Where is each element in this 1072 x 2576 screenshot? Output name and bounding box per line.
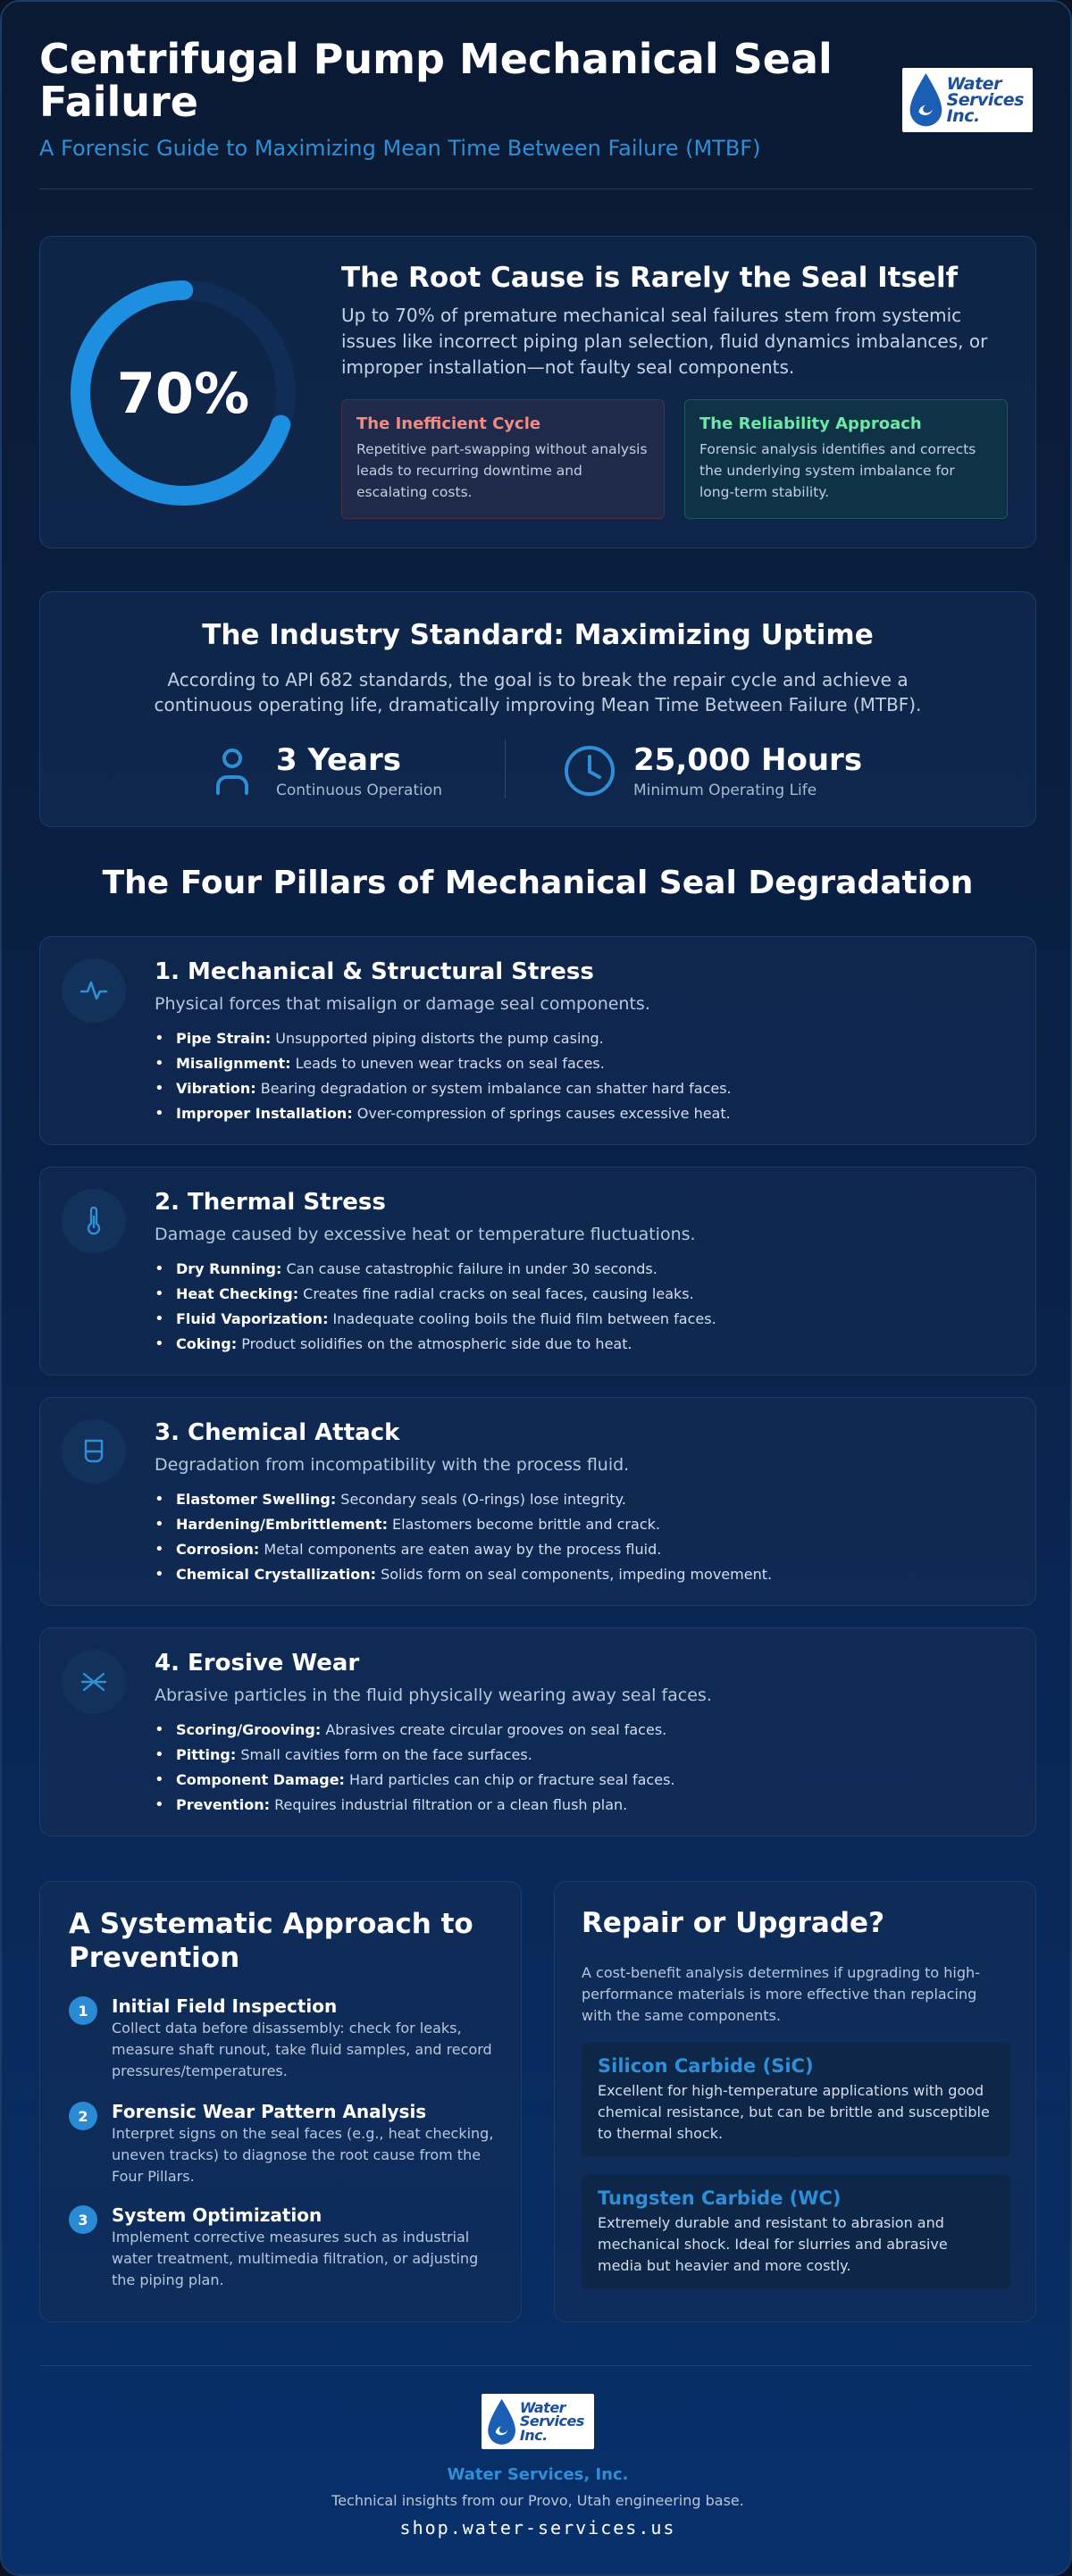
stat-years-text	[276, 742, 442, 799]
item-term: Hardening/Embrittlement:	[176, 1516, 388, 1533]
approach-step	[69, 2100, 498, 2187]
list-item	[155, 1718, 674, 1743]
pillar-subtitle: Physical forces that misalign or damage seal components.	[155, 994, 650, 1014]
item-text: Bearing degradation or system imbalance can shatter hard faces.	[255, 1080, 732, 1097]
item-term: Vibration:	[176, 1080, 256, 1097]
item-text: Creates fine radial cracks on seal faces, causing leaks.	[298, 1285, 694, 1302]
step-number-badge: 1	[69, 1996, 97, 2025]
industry-description: According to API 682 standards, the goal is to break the repair cycle and achieve a continuous operating life, dramatically improving Mean Time Between Failure (MTBF).	[154, 669, 922, 715]
inefficient-cycle-text: Repetitive part-swapping without analysis leads to recurring downtime and escalating costs.	[356, 441, 648, 500]
item-text: Inadequate cooling boils the fluid film between faces.	[328, 1310, 716, 1327]
repair-title: Repair or Upgrade?	[582, 1907, 885, 1939]
water-drop-logo-icon	[486, 2397, 517, 2446]
list-item	[155, 1743, 674, 1768]
pillar-list	[155, 1718, 674, 1818]
reliability-approach-box	[684, 399, 1008, 519]
item-text: Solids form on seal components, impeding movement.	[375, 1566, 773, 1583]
material-title: Tungsten Carbide (WC)	[598, 2187, 842, 2209]
root-cause-description: Up to 70% of premature mechanical seal failures stem from systemic issues like incorrect piping plan selection, fluid dynamics imbalances, or improper installation—not faulty seal components.	[341, 305, 988, 378]
pillar-icon-badge	[62, 1419, 126, 1484]
pillar-card-erosive	[39, 1627, 1036, 1836]
stat-hours-label: Minimum Operating Life	[633, 782, 817, 799]
item-text: Small cavities form on the face surfaces.	[236, 1746, 532, 1763]
step-number-badge: 2	[69, 2102, 97, 2130]
pillar-card-chemical	[39, 1397, 1036, 1606]
pillar-list	[155, 1026, 732, 1126]
reliability-approach-text: Forensic analysis identifies and corrects the underlying system imbalance for long-term stability.	[699, 441, 976, 500]
reliability-approach-title: The Reliability Approach	[699, 414, 922, 433]
logo-line-2: Services	[519, 2413, 584, 2430]
pillar-title: 3. Chemical Attack	[155, 1419, 400, 1446]
item-term: Coking:	[176, 1335, 238, 1352]
item-term: Component Damage:	[176, 1771, 345, 1788]
pillar-subtitle: Degradation from incompatibility with the process fluid.	[155, 1455, 630, 1475]
item-term: Prevention:	[176, 1796, 271, 1813]
footer-company-name: Water Services, Inc.	[447, 2465, 629, 2484]
pillar-subtitle: Damage caused by excessive heat or temperature fluctuations.	[155, 1225, 696, 1244]
list-item	[155, 1537, 772, 1562]
root-cause-title: The Root Cause is Rarely the Seal Itself	[341, 262, 959, 294]
pillar-icon-badge	[62, 958, 126, 1023]
list-item	[155, 1793, 674, 1818]
step-description: Collect data before disassembly: check for leaks, measure shaft runout, take fluid samples, and record pressures/temperatures.	[112, 2020, 492, 2079]
stat-hours-value: 25,000 Hours	[633, 742, 863, 778]
list-item	[155, 1332, 716, 1357]
item-term: Corrosion:	[176, 1541, 260, 1558]
scissors-icon	[79, 1667, 109, 1697]
company-logo[interactable]	[902, 68, 1033, 132]
material-description: Excellent for high-temperature applications with good chemical resistance, but can be brittle and susceptible to thermal shock.	[598, 2082, 990, 2142]
page-subtitle: A Forensic Guide to Maximizing Mean Time Between Failure (MTBF)	[39, 136, 761, 161]
person-icon	[205, 743, 260, 799]
pillar-title: 1. Mechanical & Structural Stress	[155, 958, 594, 985]
item-text: Product solidifies on the atmospheric side due to heat.	[237, 1335, 632, 1352]
pillar-card-mechanical	[39, 936, 1036, 1145]
item-text: Over-compression of springs causes excessive heat.	[352, 1105, 731, 1122]
item-term: Improper Installation:	[176, 1105, 353, 1122]
item-term: Elastomer Swelling:	[176, 1491, 337, 1508]
list-item	[155, 1051, 732, 1076]
step-description: Implement corrective measures such as industrial water treatment, multimedia filtration, or adjusting the piping plan.	[112, 2229, 479, 2288]
logo-wordmark	[946, 73, 1024, 127]
page-title: Centrifugal Pump Mechanical Seal Failure	[39, 35, 833, 126]
stat-years	[205, 740, 442, 802]
logo-line-2: Services	[946, 89, 1024, 110]
step-title: System Optimization	[112, 2204, 322, 2226]
item-term: Pipe Strain:	[176, 1030, 272, 1047]
stat-years-label: Continuous Operation	[276, 782, 443, 799]
industry-standard-card	[39, 591, 1036, 827]
item-term: Pitting:	[176, 1746, 237, 1763]
logo-line-1: Water	[519, 2399, 566, 2417]
logo-line-3: Inc.	[519, 2426, 548, 2444]
item-term: Chemical Crystallization:	[176, 1566, 376, 1583]
list-item	[155, 1076, 732, 1101]
item-term: Heat Checking:	[176, 1285, 299, 1302]
logo-wordmark	[520, 2401, 584, 2442]
stat-hours-text	[633, 742, 862, 799]
item-text: Hard particles can chip or fracture seal faces.	[344, 1771, 675, 1788]
stat-years-value: 3 Years	[276, 742, 402, 778]
list-item	[155, 1768, 674, 1793]
systematic-approach-card	[39, 1881, 522, 2322]
logo-line-3: Inc.	[946, 106, 980, 127]
item-text: Abrasives create circular grooves on seal faces.	[321, 1721, 667, 1738]
material-description: Extremely durable and resistant to abrasion and mechanical shock. Ideal for slurries and abrasive media but heavier and more costly.	[598, 2214, 948, 2274]
approach-step	[69, 2204, 498, 2291]
inefficient-cycle-title: The Inefficient Cycle	[356, 414, 541, 433]
list-item	[155, 1487, 772, 1512]
pillar-subtitle: Abrasive particles in the fluid physically wearing away seal faces.	[155, 1685, 712, 1705]
list-item	[155, 1512, 772, 1537]
footer-logo[interactable]	[482, 2394, 594, 2449]
item-term: Fluid Vaporization:	[176, 1310, 329, 1327]
pillar-card-thermal	[39, 1167, 1036, 1376]
item-text: Metal components are eaten away by the process fluid.	[259, 1541, 662, 1558]
item-text: Elastomers become brittle and crack.	[387, 1516, 660, 1533]
activity-pulse-icon	[79, 975, 109, 1006]
list-item	[155, 1257, 716, 1282]
pillar-icon-badge	[62, 1650, 126, 1714]
item-term: Dry Running:	[176, 1260, 282, 1277]
thermometer-icon	[79, 1206, 109, 1236]
footer-divider	[39, 2365, 1033, 2366]
footer-url-link[interactable]: shop.water-services.us	[399, 2517, 676, 2538]
repair-description: A cost-benefit analysis determines if upgrading to high-performance materials is more effective than replacing with the same components.	[582, 1964, 980, 2024]
pillar-title: 4. Erosive Wear	[155, 1650, 360, 1677]
list-item	[155, 1282, 716, 1307]
item-term: Misalignment:	[176, 1055, 291, 1072]
gauge-value: 70%	[116, 360, 250, 426]
list-item	[155, 1026, 732, 1051]
pillar-list	[155, 1257, 716, 1357]
material-title: Silicon Carbide (SiC)	[598, 2055, 814, 2077]
material-option-wc	[582, 2175, 1010, 2289]
stat-divider	[505, 740, 506, 799]
step-description: Interpret signs on the seal faces (e.g., heat checking, uneven tracks) to diagnose the root cause from the Four Pillars.	[112, 2125, 494, 2185]
list-item	[155, 1101, 732, 1126]
item-text: Leads to uneven wear tracks on seal faces.	[290, 1055, 605, 1072]
step-number-badge: 3	[69, 2205, 97, 2234]
beaker-icon	[79, 1436, 109, 1467]
approach-title: A Systematic Approach to Prevention	[69, 1908, 473, 1974]
root-cause-card	[39, 236, 1036, 548]
step-title: Forensic Wear Pattern Analysis	[112, 2101, 427, 2122]
water-drop-logo-icon	[908, 71, 944, 128]
industry-title: The Industry Standard: Maximizing Uptime	[202, 619, 874, 651]
item-text: Requires industrial filtration or a clean flush plan.	[270, 1796, 628, 1813]
list-item	[155, 1307, 716, 1332]
pillar-title: 2. Thermal Stress	[155, 1189, 386, 1216]
clock-icon	[562, 743, 617, 799]
step-title: Initial Field Inspection	[112, 1995, 338, 2017]
repair-or-upgrade-card	[554, 1881, 1036, 2322]
logo-line-1: Water	[946, 73, 1001, 94]
pillars-heading: The Four Pillars of Mechanical Seal Degradation	[102, 865, 974, 901]
pillar-list	[155, 1487, 772, 1587]
footer-tagline: Technical insights from our Provo, Utah engineering base.	[331, 2492, 744, 2509]
stat-hours	[562, 740, 862, 802]
pillar-icon-badge	[62, 1189, 126, 1253]
header	[39, 35, 1033, 189]
item-text: Secondary seals (O-rings) lose integrity.	[336, 1491, 626, 1508]
list-item	[155, 1562, 772, 1587]
approach-step	[69, 1995, 498, 2082]
inefficient-cycle-box	[341, 399, 665, 519]
material-option-sic	[582, 2043, 1010, 2157]
item-text: Can cause catastrophic failure in under 30 seconds.	[281, 1260, 657, 1277]
item-term: Scoring/Grooving:	[176, 1721, 322, 1738]
item-text: Unsupported piping distorts the pump casing.	[271, 1030, 604, 1047]
